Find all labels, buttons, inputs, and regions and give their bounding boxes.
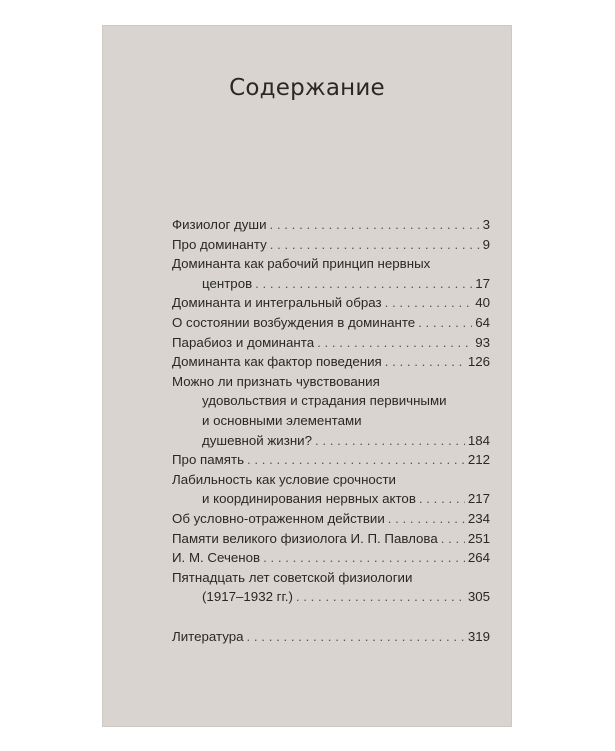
toc-page-number: 3 xyxy=(482,217,490,232)
dot-leader xyxy=(419,489,465,509)
toc-entry-title-continuation: душевной жизни? xyxy=(202,432,312,448)
toc-entry-title: Лабильность как условие срочности xyxy=(172,471,396,487)
table-of-contents xyxy=(172,215,490,646)
toc-spacer xyxy=(172,607,490,627)
dot-leader xyxy=(296,587,465,607)
toc-entry xyxy=(172,509,490,529)
toc-page-number: 64 xyxy=(475,314,490,330)
toc-entry-title: Доминанта и интегральный образ xyxy=(172,295,382,311)
toc-entry xyxy=(172,470,490,509)
toc-entry xyxy=(172,529,490,549)
dot-leader xyxy=(247,627,465,647)
dot-leader xyxy=(385,352,465,372)
toc-entry-title-continuation: центров xyxy=(202,275,253,291)
toc-entry-title-continuation: удовольствия и страдания первичными xyxy=(202,393,447,409)
toc-entry xyxy=(172,372,490,450)
toc-entry-title: Пятнадцать лет советской физиологии xyxy=(172,569,413,585)
toc-page-number: 319 xyxy=(467,628,490,644)
toc-page-number: 93 xyxy=(475,334,490,350)
dot-leader xyxy=(441,529,465,549)
toc-page-number: 264 xyxy=(467,550,490,566)
toc-entry-title: Памяти великого физиолога И. П. Павлова xyxy=(172,530,438,546)
toc-page-number: 212 xyxy=(467,452,490,468)
dot-leader xyxy=(315,431,465,451)
toc-entry-title: Доминанта как фактор поведения xyxy=(172,354,382,370)
dot-leader xyxy=(255,274,472,294)
toc-page-number: 184 xyxy=(467,432,490,448)
toc-entry-title: И. М. Сеченов xyxy=(172,550,261,566)
toc-entry xyxy=(172,215,490,235)
toc-entry xyxy=(172,254,490,293)
toc-entry xyxy=(172,313,490,333)
toc-entry-title: Про доминанту xyxy=(172,236,267,252)
toc-page-number: 217 xyxy=(467,491,490,507)
dot-leader xyxy=(388,509,465,529)
toc-entry xyxy=(172,548,490,568)
book-page xyxy=(102,25,512,727)
toc-entry-literature xyxy=(172,627,490,647)
toc-entry xyxy=(172,450,490,470)
page-title: Содержание xyxy=(229,75,385,101)
toc-entry xyxy=(172,293,490,313)
toc-entry xyxy=(172,568,490,607)
toc-entry-title: Доминанта как рабочий принцип нервных xyxy=(172,256,431,272)
toc-entry-title: Об условно-отраженном действии xyxy=(172,510,385,526)
dot-leader xyxy=(270,215,480,235)
toc-page-number: 9 xyxy=(482,236,490,252)
toc-page-number: 126 xyxy=(467,354,490,370)
toc-entry-title: Физиолог души xyxy=(172,217,267,232)
toc-page-number: 305 xyxy=(467,589,490,605)
toc-page-number: 17 xyxy=(475,275,490,291)
toc-entry-title-continuation: и основными элементами xyxy=(202,412,362,428)
dot-leader xyxy=(263,548,465,568)
toc-entry-title-continuation: (1917–1932 гг.) xyxy=(202,589,293,605)
dot-leader xyxy=(385,293,473,313)
toc-entry xyxy=(172,352,490,372)
toc-entry-title: Литература xyxy=(172,628,244,644)
toc-entry-title: О состоянии возбуждения в доминанте xyxy=(172,314,416,330)
toc-entry-title-continuation: и координирования нервных актов xyxy=(202,491,416,507)
toc-page-number: 40 xyxy=(475,295,490,311)
toc-entry-title: Можно ли признать чувствования xyxy=(172,373,380,389)
toc-entry-title: Про память xyxy=(172,452,244,468)
toc-entry xyxy=(172,333,490,353)
toc-page-number: 234 xyxy=(467,510,490,526)
toc-entry-title: Парабиоз и доминанта xyxy=(172,334,315,350)
dot-leader xyxy=(247,450,465,470)
toc-page-number: 251 xyxy=(467,530,490,546)
toc-entry xyxy=(172,235,490,255)
dot-leader xyxy=(418,313,472,333)
dot-leader xyxy=(270,235,480,255)
dot-leader xyxy=(317,333,472,353)
